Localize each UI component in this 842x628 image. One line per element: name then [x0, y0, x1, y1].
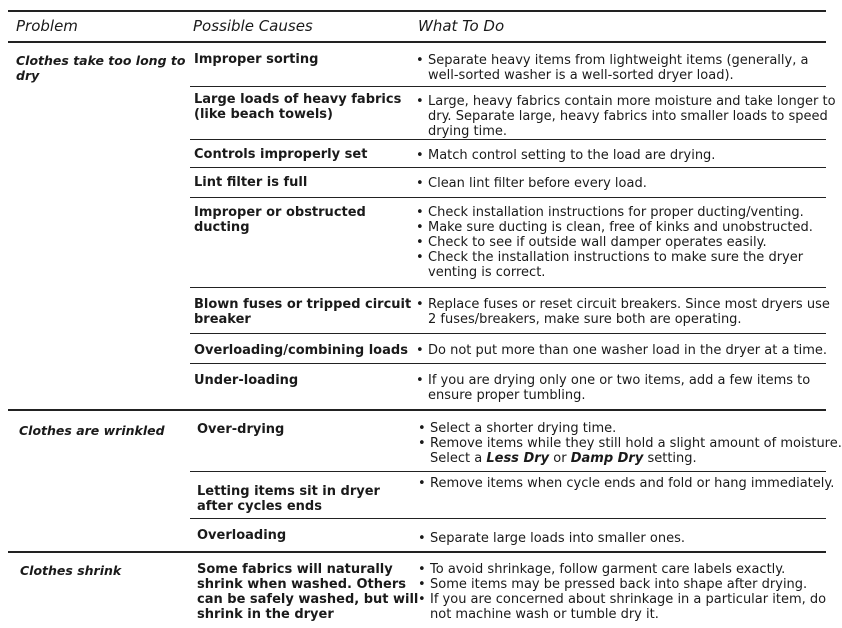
header-problem: Problem — [16, 17, 78, 35]
cause-label: Improper sorting — [194, 52, 319, 67]
todo-text: • If you are drying only one or two items, add a few items to ensure proper tumbling. — [416, 373, 811, 403]
row-rule — [190, 471, 826, 472]
cause-label: Overloading/combining loads — [194, 343, 408, 358]
cause-label: Over-drying — [197, 422, 285, 437]
top-rule — [8, 10, 826, 12]
cause-label: Controls improperly set — [194, 147, 368, 162]
section-rule — [8, 409, 826, 411]
header-what-to-do: What To Do — [418, 17, 505, 35]
section-rule — [8, 551, 826, 553]
header-possible-causes: Possible Causes — [193, 17, 313, 35]
row-rule — [190, 167, 826, 168]
cause-label: Overloading — [197, 528, 287, 543]
todo-text: • Large, heavy fabrics contain more moisture and take longer to dry. Separate large, heavy fabrics into smaller loads to speed drying time. — [416, 94, 836, 139]
row-rule — [190, 287, 826, 288]
cause-label: Blown fuses or tripped circuit breaker — [194, 297, 412, 327]
header-rule — [8, 41, 826, 43]
row-rule — [190, 86, 826, 87]
row-rule — [190, 139, 826, 140]
todo-text: • Select a shorter drying time. • Remove items while they still hold a slight amount of moisture. Select a Less Dry or Damp Dry setting. — [418, 421, 842, 466]
todo-text: • Clean lint filter before every load. — [416, 176, 647, 191]
cause-label: Lint filter is full — [194, 175, 308, 190]
todo-text: • Separate heavy items from lightweight items (generally, a well-sorted washer is a well-sorted dryer load). — [416, 53, 809, 83]
problem-label: Clothes are wrinkled — [19, 423, 165, 438]
row-rule — [190, 363, 826, 364]
row-rule — [190, 333, 826, 334]
cause-label: Letting items sit in dryer after cycles ends — [197, 484, 380, 514]
problem-label: Clothes take too long to dry — [16, 53, 186, 83]
todo-text: • Remove items when cycle ends and fold or hang immediately. — [418, 476, 835, 491]
problem-label: Clothes shrink — [20, 563, 122, 578]
cause-label: Some fabrics will naturally shrink when washed. Others can be safely washed, but will shrink in the dryer — [197, 562, 419, 622]
cause-label: Improper or obstructed ducting — [194, 205, 366, 235]
todo-text: • Replace fuses or reset circuit breakers. Since most dryers use 2 fuses/breakers, make sure both are operating. — [416, 297, 830, 327]
cause-label: Under-loading — [194, 373, 299, 388]
todo-text: • Do not put more than one washer load in the dryer at a time. — [416, 343, 828, 358]
todo-text: • Check installation instructions for proper ducting/venting. • Make sure ducting is clean, free of kinks and unobstructed. • Check to see if outside wall damper operates easily. • Check the installation instructions to make sure the dryer venting is correct. — [416, 205, 813, 280]
todo-text: • Separate large loads into smaller ones. — [418, 531, 686, 546]
row-rule — [190, 197, 826, 198]
todo-text: • Match control setting to the load are drying. — [416, 148, 716, 163]
cause-label: Large loads of heavy fabrics (like beach towels) — [194, 92, 402, 122]
todo-text: • To avoid shrinkage, follow garment care labels exactly. • Some items may be pressed back into shape after drying. • If you are concerned about shrinkage in a particular item, do not machine wash or tumble dry it. — [418, 562, 827, 622]
row-rule — [190, 518, 826, 519]
